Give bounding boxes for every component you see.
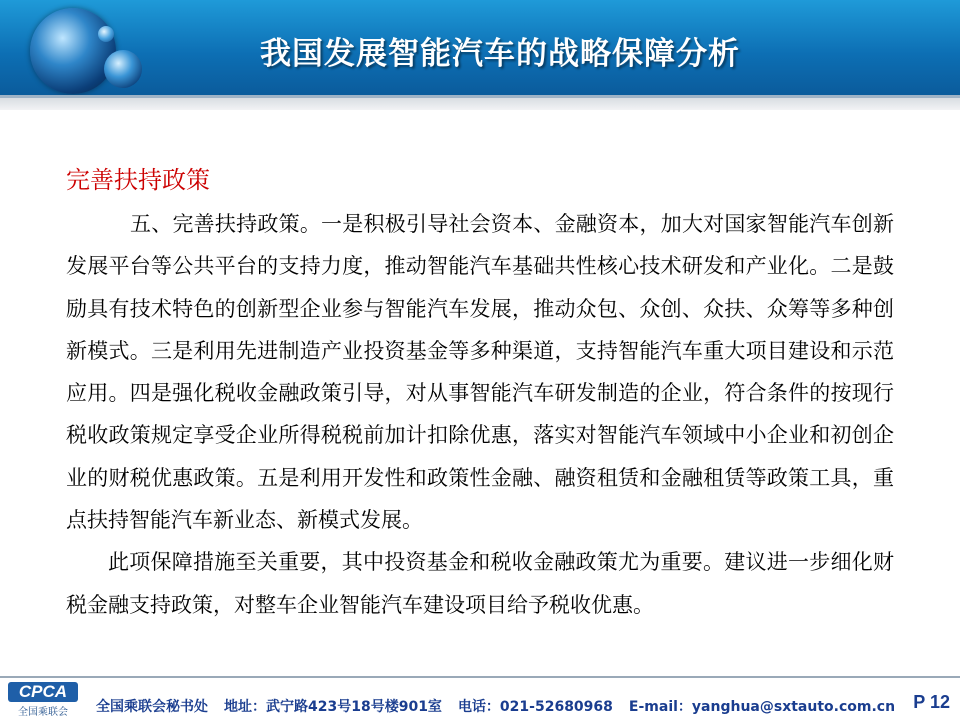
footer-phone: 电话：021-52680968 [457,699,613,715]
globe-logo-icon [30,8,116,94]
paragraph-recommendation: 此项保障措施至关重要，其中投资基金和税收金融政策尤为重要。建议进一步细化财税金融支持政策，对整车企业智能汽车建设项目给予税收优惠。 [66,550,894,617]
slide-header [0,0,960,98]
section-heading: 完善扶持政策 [66,166,210,194]
paragraph-policy-details: 五、完善扶持政策。一是积极引导社会资本、金融资本，加大对国家智能汽车创新发展平台等公共平台的支持力度，推动智能汽车基础共性核心技术研发和产业化。二是鼓励具有技术特色的创新型企业参与智能汽车发展，推动众包、众创、众扶、众筹等多种创新模式。三是利用先进制造产业投资基金等多种渠道，支持智能汽车重大项目建设和示范应用。四是强化税收金融政策引导，对从事智能汽车研发制造的企业，符合条件的按现行税收政策规定享受企业所得税税前加计扣除优惠，落实对智能汽车领域中小企业和初创企业的财税优惠政策。五是利用开发性和政策性金融、融资租赁和金融租赁等政策工具，重点扶持智能汽车新业态、新模式发展。 [66,212,894,533]
small-sphere-icon [98,26,114,42]
cpca-logo-text: CPCA [8,682,78,702]
medium-sphere-icon [104,50,142,88]
page-number: P 12 [913,692,950,712]
footer-divider [0,676,960,678]
footer-email: E-mail：yanghua@sxtauto.com.cn [628,699,896,715]
cpca-logo [8,682,88,718]
slide-title: 我国发展智能汽车的战略保障分析 [260,36,740,72]
footer-contact [96,696,911,716]
header-shadow-band [0,98,960,110]
footer-address: 地址：武宁路423号18号楼901室 [224,699,442,715]
body-text [66,203,894,626]
cpca-logo-subtitle: 全国乘联会 [18,707,68,718]
footer-org: 全国乘联会秘书处 [96,699,208,715]
